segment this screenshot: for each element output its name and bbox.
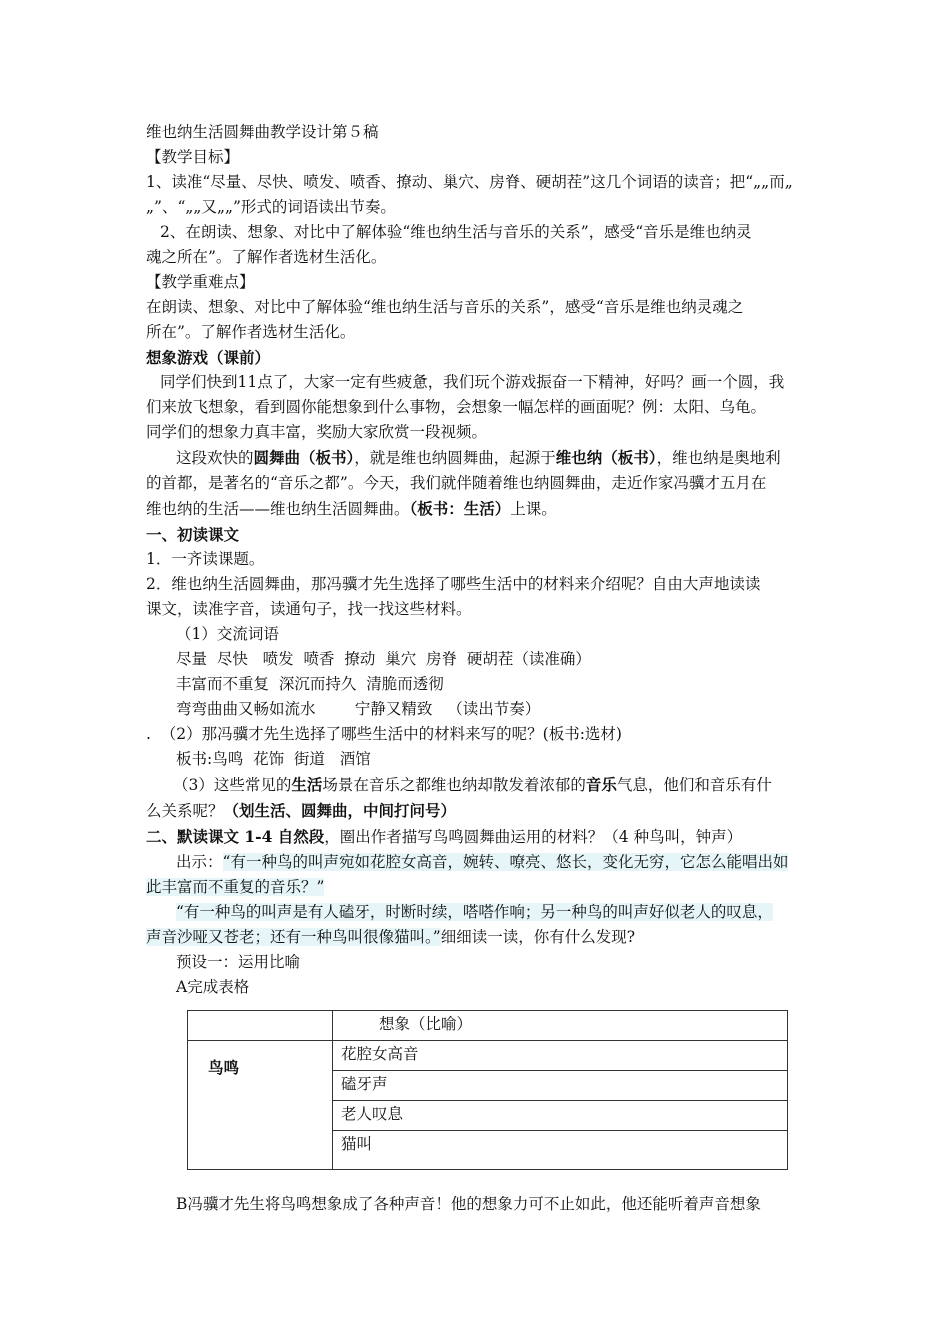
intro-text: 上课。 bbox=[510, 500, 557, 518]
metaphor-table bbox=[187, 1010, 788, 1170]
section-2-title: 二、默读课文 1-4 自然段 bbox=[146, 827, 325, 846]
goal-2-line-2: 魂之所在”。了解作者选材生活化。 bbox=[146, 248, 387, 266]
section-2-task: ，圈出作者描写鸟鸣圆舞曲运用的材料？（4 种鸟叫，钟声） bbox=[324, 828, 743, 846]
intro-line-3 bbox=[146, 496, 810, 522]
preset-b-line: B冯骥才先生将鸟鸣想象成了各种声音！他的想象力可不止如此，他还能听着声音想象 bbox=[176, 1195, 761, 1213]
table-header-cell bbox=[333, 1011, 788, 1041]
table-cell: 猫叫 bbox=[333, 1131, 788, 1170]
table-row-label: 鸟鸣 bbox=[188, 1041, 333, 1170]
sub-1-heading: （1）交流词语 bbox=[176, 625, 279, 643]
quote-1-line-2 bbox=[146, 875, 810, 900]
game-line-2: 们来放飞想象，看到圆你能想象到什么事物，会想象一幅怎样的画面呢？例：太阳、乌龟。 bbox=[146, 398, 767, 416]
quote-1-line-1 bbox=[146, 850, 810, 875]
intro-line-2: 的首都，是著名的“音乐之都”。今天，我们就伴随着维也纳圆舞曲，走近作家冯骥才五月在 bbox=[146, 474, 767, 492]
section-1-item-2-line-1: 2．维也纳生活圆舞曲，那冯骥才先生选择了哪些生活中的材料来介绍呢？自由大声地读读 bbox=[146, 575, 761, 593]
sub-3-line-2 bbox=[146, 798, 810, 824]
goal-2-line-1: 2、在朗读、想象、对比中了解体验“维也纳生活与音乐的关系”，感受“音乐是维也纳灵 bbox=[160, 223, 752, 241]
table-cell: 磕牙声 bbox=[333, 1071, 788, 1101]
quote-2-text: “有一种鸟的叫声是有人磕牙，时断时续，嗒嗒作响；另一种鸟的叫声好似老人的叹息， bbox=[176, 903, 773, 921]
intro-text: ，维也纳是奥地利 bbox=[656, 449, 781, 467]
goal-1-line-1: 1、读准“尽量、尽快、喷发、喷香、撩动、巢穴、房脊、硬胡茬”这几个词语的读音；把“„„而„ bbox=[146, 173, 793, 191]
word-list-2: 丰富而不重复 深沉而持久 清脆而透彻 bbox=[176, 675, 444, 693]
section-1-item-1: 1．一齐读课题。 bbox=[146, 550, 265, 568]
quote-2-text: 声音沙哑又苍老；还有一种鸟叫很像猫叫。” bbox=[146, 928, 441, 946]
preset-1: 预设一：运用比喻 bbox=[176, 953, 301, 971]
sub-3-text: 场景在音乐之都维也纳却散发着浓郁的 bbox=[322, 776, 586, 794]
goals-heading: 【教学目标】 bbox=[146, 148, 240, 166]
intro-text: 维也纳的生活——维也纳生活圆舞曲。 bbox=[146, 500, 410, 518]
table-header-text: 想象（比喻） bbox=[379, 1015, 473, 1033]
intro-board-waltz: 圆舞曲（板书） bbox=[253, 448, 355, 467]
table-header-empty bbox=[188, 1011, 333, 1041]
game-line-3: 同学们的想象力真丰富，奖励大家欣赏一段视频。 bbox=[146, 423, 488, 441]
game-line-1: 同学们快到11点了，大家一定有些疲惫，我们玩个游戏振奋一下精神，好吗？画一个圆，我 bbox=[160, 373, 785, 391]
quote-1-text: 此丰富而不重复的音乐？” bbox=[146, 878, 325, 896]
section-2-heading bbox=[146, 824, 810, 850]
table-row bbox=[188, 1011, 788, 1041]
document-body bbox=[146, 120, 810, 1217]
sub-3-keyword-life: 生活 bbox=[291, 775, 323, 794]
intro-text: 这段欢快的 bbox=[176, 449, 254, 467]
board-materials: 板书:鸟鸣 花饰 街道 酒馆 bbox=[176, 750, 371, 768]
intro-line-1 bbox=[146, 445, 810, 471]
sub-3-instruction: （划生活、圆舞曲，中间打问号） bbox=[223, 801, 457, 820]
key-points-heading: 【教学重难点】 bbox=[146, 273, 255, 291]
quote-2-line-1 bbox=[146, 900, 810, 925]
game-heading: 想象游戏（课前） bbox=[146, 348, 271, 367]
quote-2-question: 细细读一读，你有什么发现? bbox=[440, 928, 635, 946]
preset-a: A完成表格 bbox=[176, 978, 250, 996]
section-1-heading: 一、初读课文 bbox=[146, 525, 240, 544]
key-points-line-1: 在朗读、想象、对比中了解体验“维也纳生活与音乐的关系”，感受“音乐是维也纳灵魂之 bbox=[146, 298, 744, 316]
word-list-1: 尽量 尽快 喷发 喷香 撩动 巢穴 房脊 硬胡茬（读准确） bbox=[176, 650, 591, 668]
sub-3-text: 气息，他们和音乐有什 bbox=[616, 776, 772, 794]
section-1-item-2-line-2: 课文，读准字音，读通句子，找一找这些材料。 bbox=[146, 600, 472, 618]
intro-text: ，就是维也纳圆舞曲，起源于 bbox=[354, 449, 556, 467]
intro-board-life: （板书：生活） bbox=[409, 499, 511, 518]
quote-1-text: “有一种鸟的叫声宛如花腔女高音，婉转、嘹亮、悠长，变化无穷，它怎么能唱出如 bbox=[222, 853, 789, 871]
table-row bbox=[188, 1041, 788, 1071]
document-title: 维也纳生活圆舞曲教学设计第５稿 bbox=[146, 123, 379, 141]
sub-3-text: 么关系呢？ bbox=[146, 802, 224, 820]
goal-1-line-2: „”、“„„又„„”形式的词语读出节奏。 bbox=[146, 198, 396, 216]
key-points-line-2: 所在”。了解作者选材生活化。 bbox=[146, 323, 356, 341]
show-label: 出示： bbox=[176, 853, 223, 871]
intro-board-vienna: 维也纳（板书） bbox=[555, 448, 657, 467]
sub-2-heading: . （2）那冯骥才先生选择了哪些生活中的材料来写的呢？(板书:选材) bbox=[146, 725, 622, 743]
sub-3-text: （3）这些常见的 bbox=[173, 776, 292, 794]
word-list-3: 弯弯曲曲又畅如流水 宁静又精致 （读出节奏） bbox=[176, 700, 541, 718]
sub-3-line-1 bbox=[146, 772, 810, 798]
table-cell: 花腔女高音 bbox=[333, 1041, 788, 1071]
sub-3-keyword-music: 音乐 bbox=[585, 775, 617, 794]
quote-2-line-2 bbox=[146, 925, 810, 950]
table-cell: 老人叹息 bbox=[333, 1101, 788, 1131]
